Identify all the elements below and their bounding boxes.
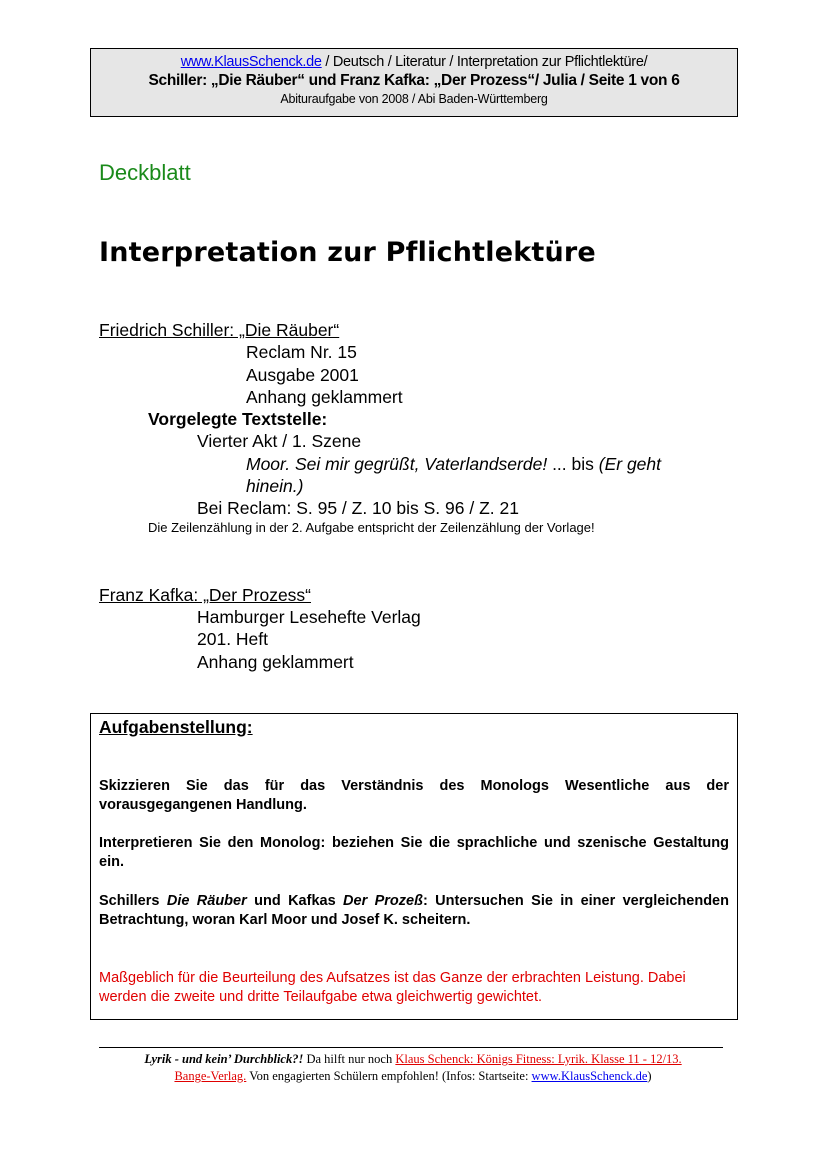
footer-text-2: Von engagierten Schülern empfohlen! (Infos: Startseite:	[246, 1069, 532, 1083]
header-path: / Deutsch / Literatur / Interpretation zur Pflichtlektüre/	[321, 54, 648, 70]
quote-start: Moor. Sei mir gegrüßt, Vaterlandserde!	[246, 454, 548, 474]
task-3-title-prozess: Der Prozeß	[343, 893, 423, 909]
quote-line-1	[246, 453, 661, 475]
act-scene: Vierter Akt / 1. Szene	[197, 431, 362, 451]
task-3-title-raeuber: Die Räuber	[166, 893, 247, 909]
header-line-1	[91, 53, 737, 71]
quote-end: (Er geht	[598, 454, 661, 474]
footer-site-link[interactable]: www.KlausSchenck.de	[531, 1069, 648, 1083]
schiller-detail-2: Ausgabe 2001	[246, 365, 359, 385]
task-3	[99, 892, 729, 930]
quote-line-2: hinein.)	[246, 476, 304, 496]
header-line-2: Schiller: „Die Räuber“ und Franz Kafka: „Der Prozess“/ Julia / Seite 1 von 6	[148, 72, 680, 89]
task-2: Interpretieren Sie den Monolog: beziehen Sie die sprachliche und szenische Gestaltung ein.	[99, 835, 729, 870]
task-3-part-c: und Kafkas	[246, 893, 344, 909]
grading-note: Maßgeblich für die Beurteilung des Aufsatzes ist das Ganze der erbrachten Leistung. Dabei werden die zweite und dritte Teilaufgabe etwa gleichwertig gewichtet.	[99, 970, 686, 1005]
task-1: Skizzieren Sie das für das Verständnis des Monologs Wesentliche aus der vorausgegangenen Handlung.	[99, 778, 729, 813]
footer-publisher-link[interactable]: Bange-Verlag.	[174, 1069, 247, 1083]
tasks-heading: Aufgabenstellung:	[99, 717, 253, 737]
kafka-detail-3: Anhang geklammert	[197, 652, 354, 672]
schiller-detail-1: Reclam Nr. 15	[246, 342, 357, 362]
footer-promo: Lyrik - und kein’ Durchblick?!	[144, 1052, 304, 1066]
task-3-part-e: : Untersuchen Sie in einer vergleichenden Betrachtung, woran Karl Moor und Josef K. scheitern.	[99, 893, 729, 928]
kafka-detail-1: Hamburger Lesehefte Verlag	[197, 607, 421, 627]
document-header	[90, 48, 738, 117]
schiller-heading: Friedrich Schiller: „Die Räuber“	[99, 320, 340, 340]
quote-mid: ... bis	[547, 454, 599, 474]
header-line-3: Abituraufgabe von 2008 / Abi Baden-Württemberg	[280, 92, 548, 106]
footer-book-link[interactable]: Klaus Schenck: Königs Fitness: Lyrik. Klasse 11 - 12/13.	[395, 1052, 682, 1066]
footer-divider	[99, 1047, 723, 1048]
reclam-reference: Bei Reclam: S. 95 / Z. 10 bis S. 96 / Z. 21	[197, 498, 519, 518]
passage-label: Vorgelegte Textstelle:	[148, 409, 328, 429]
footer-text-1: Da hilft nur noch	[303, 1052, 396, 1066]
schiller-detail-3: Anhang geklammert	[246, 387, 403, 407]
footer-text-3: )	[647, 1069, 652, 1083]
line-numbering-note: Die Zeilenzählung in der 2. Aufgabe entspricht der Zeilenzählung der Vorlage!	[148, 520, 595, 535]
kafka-detail-2: 201. Heft	[197, 629, 269, 649]
section-label: Deckblatt	[99, 160, 191, 185]
header-site-link[interactable]: www.KlausSchenck.de	[180, 54, 322, 70]
page-title: Interpretation zur Pflichtlektüre	[99, 237, 596, 268]
footer	[90, 1051, 736, 1085]
task-3-part-a: Schillers	[99, 893, 167, 909]
kafka-heading: Franz Kafka: „Der Prozess“	[99, 585, 311, 605]
